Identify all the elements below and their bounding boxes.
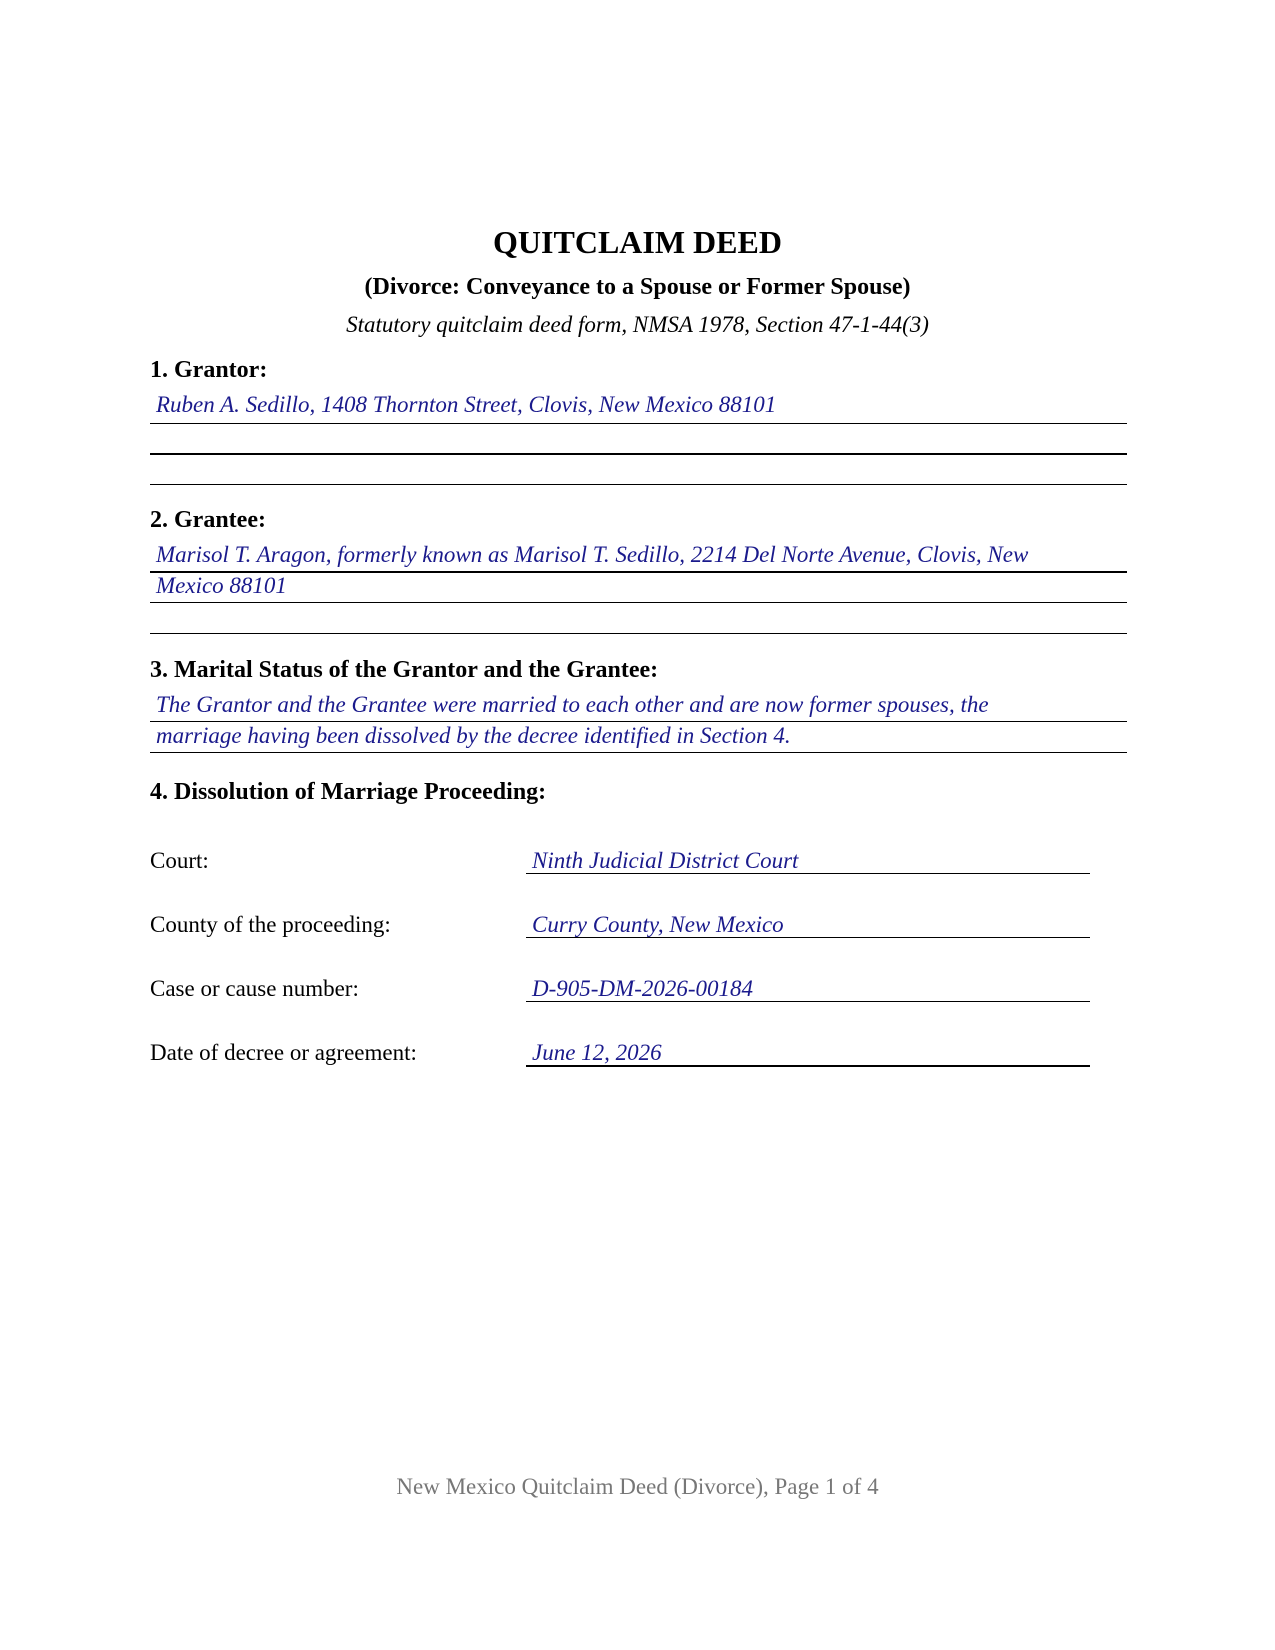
county-rule <box>526 937 1090 938</box>
county-value[interactable]: Curry County, New Mexico <box>532 912 784 937</box>
statute-reference: Statutory quitclaim deed form, NMSA 1978, Section 47-1-44(3) <box>346 312 929 337</box>
dissolution-heading: 4. Dissolution of Marriage Proceeding: <box>150 779 547 805</box>
grantee-line-1[interactable]: Marisol T. Aragon, formerly known as Marisol T. Sedillo, 2214 Del Norte Avenue, Clovis, New <box>156 542 1029 567</box>
grantee-heading: 2. Grantee: <box>150 507 266 533</box>
marital-status-line-2[interactable]: marriage having been dissolved by the decree identified in Section 4. <box>156 723 791 748</box>
document-title: QUITCLAIM DEED <box>493 224 782 260</box>
grantor-rule-2 <box>150 453 1127 455</box>
court-value[interactable]: Ninth Judicial District Court <box>532 848 799 873</box>
county-label: County of the proceeding: <box>150 912 391 937</box>
grantee-rule-2 <box>150 602 1127 603</box>
grantee-rule-3 <box>150 633 1127 634</box>
grantor-line-1[interactable]: Ruben A. Sedillo, 1408 Thornton Street, Clovis, New Mexico 88101 <box>156 392 777 417</box>
court-label: Court: <box>150 848 209 873</box>
grantor-rule-3 <box>150 484 1127 485</box>
marital-status-line-1[interactable]: The Grantor and the Grantee were married to each other and are now former spouses, the <box>156 692 989 717</box>
decree-date-value[interactable]: June 12, 2026 <box>532 1040 662 1065</box>
grantor-heading: 1. Grantor: <box>150 357 268 383</box>
document-subtitle: (Divorce: Conveyance to a Spouse or Former Spouse) <box>364 274 911 300</box>
decree-date-label: Date of decree or agreement: <box>150 1040 417 1065</box>
grantee-line-2[interactable]: Mexico 88101 <box>156 573 287 598</box>
court-rule <box>526 873 1090 874</box>
decree-date-rule <box>526 1065 1090 1067</box>
case-number-value[interactable]: D-905-DM-2026-00184 <box>532 976 754 1001</box>
marital-status-rule-2 <box>150 752 1127 753</box>
case-number-rule <box>526 1001 1090 1002</box>
marital-status-heading: 3. Marital Status of the Grantor and the Grantee: <box>150 657 659 683</box>
case-number-label: Case or cause number: <box>150 976 359 1001</box>
grantor-rule-1 <box>150 423 1127 424</box>
page-footer: New Mexico Quitclaim Deed (Divorce), Page 1 of 4 <box>396 1474 879 1499</box>
